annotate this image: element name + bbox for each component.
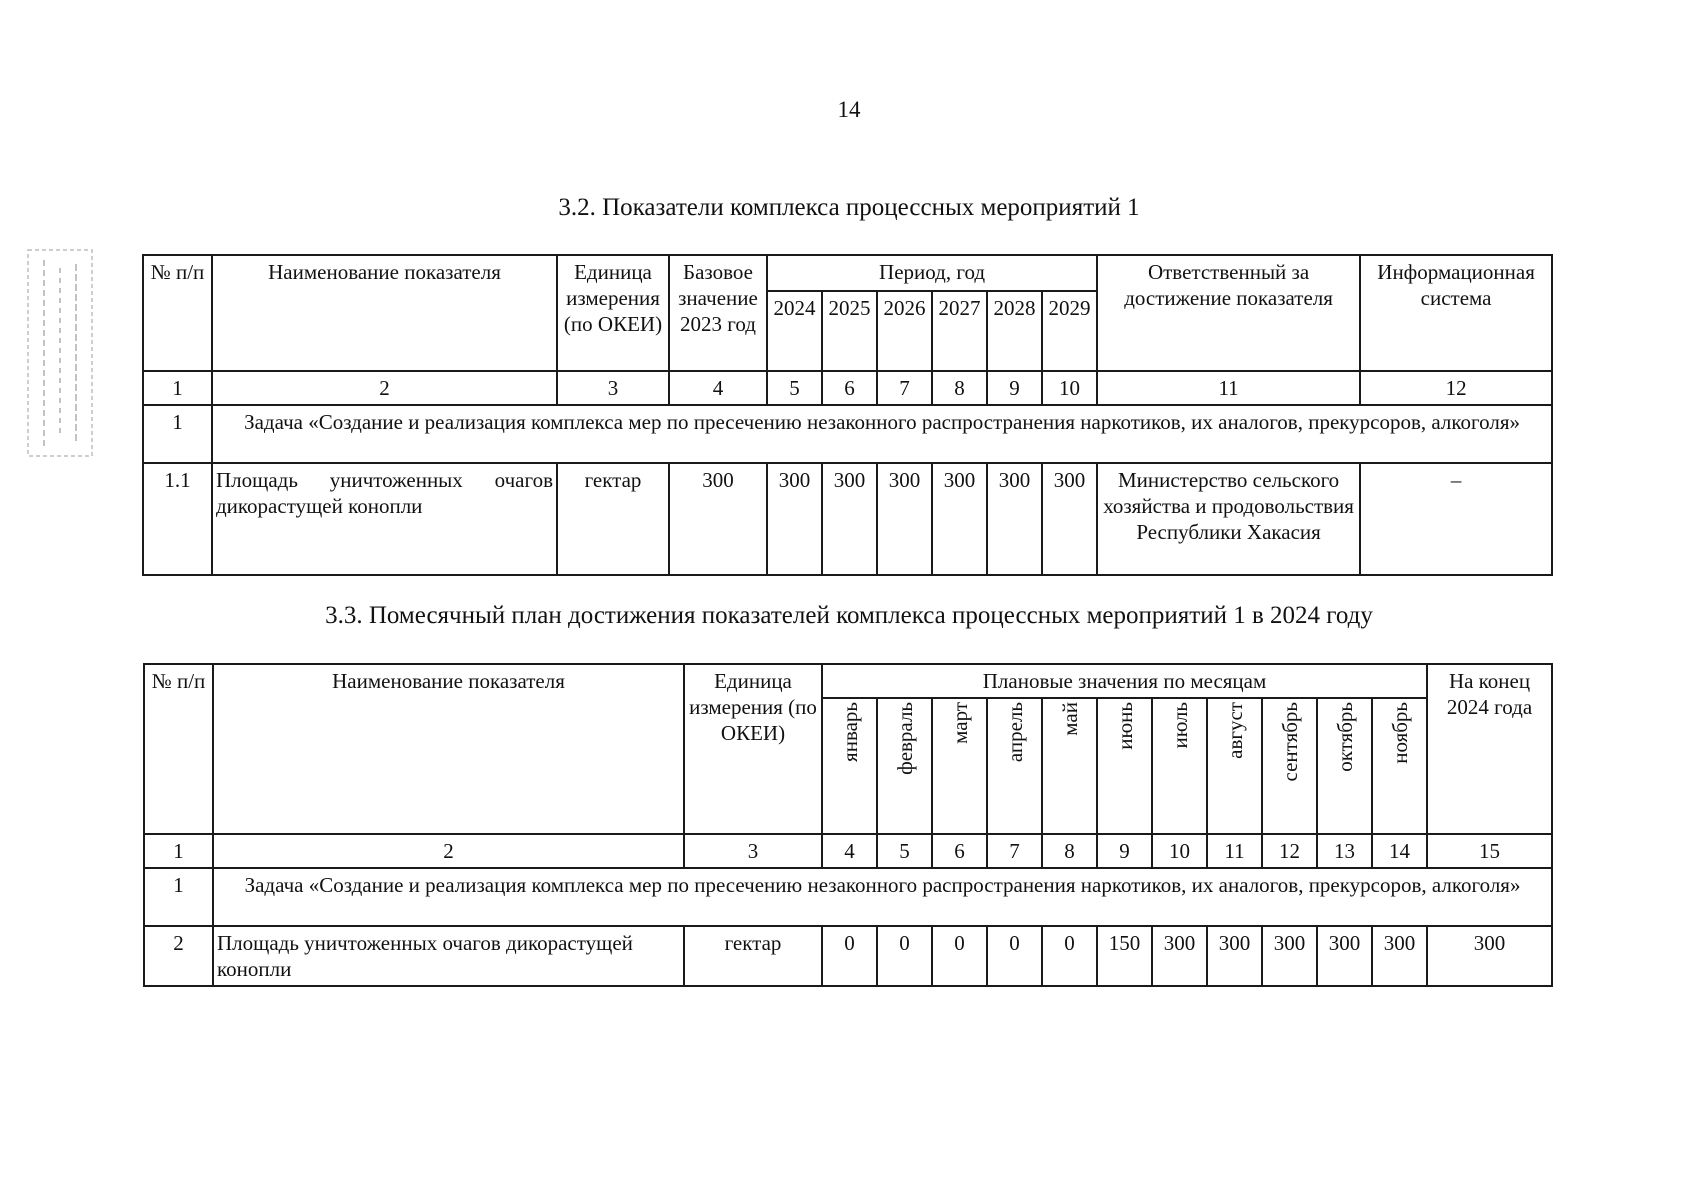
header-month: июль (1152, 698, 1207, 834)
year-value: 300 (932, 463, 987, 575)
header-month: январь (822, 698, 877, 834)
header-month: ноябрь (1372, 698, 1427, 834)
month-value: 150 (1097, 926, 1152, 986)
header-year: 2028 (987, 291, 1042, 371)
header-num: № п/п (144, 664, 213, 834)
header-name: Наименование показателя (212, 255, 557, 371)
header-year: 2027 (932, 291, 987, 371)
header-info-system: Информационная система (1360, 255, 1552, 371)
indicators-table (142, 254, 1553, 576)
task-text: Задача «Создание и реализация комплекса мер по пресечению незаконного распространения наркотиков, их аналогов, прекурсоров, алкоголя» (213, 868, 1552, 926)
header-month: октябрь (1317, 698, 1372, 834)
month-value: 0 (987, 926, 1042, 986)
header-month: сентябрь (1262, 698, 1317, 834)
header-month: март (932, 698, 987, 834)
page-number: 14 (837, 97, 861, 122)
header-year: 2029 (1042, 291, 1097, 371)
row-number: 1.1 (143, 463, 212, 575)
column-number: 7 (877, 371, 932, 405)
header-year: 2024 (767, 291, 822, 371)
column-number: 3 (557, 371, 669, 405)
indicator-name: Площадь уничтоженных очагов дикорастущей конопли (213, 926, 684, 986)
column-number: 6 (822, 371, 877, 405)
month-value: 300 (1152, 926, 1207, 986)
year-value: 300 (822, 463, 877, 575)
header-month: апрель (987, 698, 1042, 834)
year-value: 300 (1042, 463, 1097, 575)
column-number: 8 (1042, 834, 1097, 868)
column-number: 10 (1042, 371, 1097, 405)
column-number: 4 (669, 371, 767, 405)
header-unit: Единица измерения (по ОКЕИ) (684, 664, 822, 834)
header-year: 2025 (822, 291, 877, 371)
month-value: 0 (932, 926, 987, 986)
header-num: № п/п (143, 255, 212, 371)
base-value: 300 (669, 463, 767, 575)
column-number: 8 (932, 371, 987, 405)
header-month: февраль (877, 698, 932, 834)
header-name: Наименование показателя (213, 664, 684, 834)
column-number: 13 (1317, 834, 1372, 868)
task-text: Задача «Создание и реализация комплекса мер по пресечению незаконного распространения наркотиков, их аналогов, прекурсоров, алкоголя» (212, 405, 1552, 463)
column-number: 12 (1360, 371, 1552, 405)
month-value: 0 (877, 926, 932, 986)
row-number: 2 (144, 926, 213, 986)
column-number: 15 (1427, 834, 1552, 868)
header-unit: Единица измерения (по ОКЕИ) (557, 255, 669, 371)
header-base: Базовое значение 2023 год (669, 255, 767, 371)
month-value: 300 (1262, 926, 1317, 986)
task-number: 1 (144, 868, 213, 926)
registration-stamp (22, 248, 98, 458)
column-number: 11 (1097, 371, 1360, 405)
column-number: 1 (143, 371, 212, 405)
header-year: 2026 (877, 291, 932, 371)
monthly-plan-table (143, 663, 1553, 987)
column-number: 9 (1097, 834, 1152, 868)
indicator-name: Площадь уничтоженных очагов дикорастущей конопли (212, 463, 557, 575)
indicator-unit: гектар (684, 926, 822, 986)
year-value: 300 (987, 463, 1042, 575)
header-period: Период, год (767, 255, 1097, 291)
column-number: 12 (1262, 834, 1317, 868)
column-number: 6 (932, 834, 987, 868)
header-month: май (1042, 698, 1097, 834)
header-plan: Плановые значения по месяцам (822, 664, 1427, 698)
month-value: 300 (1317, 926, 1372, 986)
column-number: 2 (212, 371, 557, 405)
column-number: 9 (987, 371, 1042, 405)
section-32-title: 3.2. Показатели комплекса процессных мероприятий 1 (558, 194, 1140, 221)
responsible-org: Министерство сельского хозяйства и продовольствия Республики Хакасия (1097, 463, 1360, 575)
header-month: август (1207, 698, 1262, 834)
column-number: 10 (1152, 834, 1207, 868)
indicator-unit: гектар (557, 463, 669, 575)
column-number: 3 (684, 834, 822, 868)
month-value: 300 (1372, 926, 1427, 986)
month-value: 0 (822, 926, 877, 986)
column-number: 1 (144, 834, 213, 868)
column-number: 2 (213, 834, 684, 868)
month-value: 300 (1207, 926, 1262, 986)
column-number: 4 (822, 834, 877, 868)
column-number: 7 (987, 834, 1042, 868)
column-number: 14 (1372, 834, 1427, 868)
year-value: 300 (877, 463, 932, 575)
info-system-value: – (1360, 463, 1552, 575)
header-month: июнь (1097, 698, 1152, 834)
year-value: 300 (767, 463, 822, 575)
section-33-title: 3.3. Помесячный план достижения показателей комплекса процессных мероприятий 1 в 2024 году (325, 602, 1373, 629)
end-of-year-value: 300 (1427, 926, 1552, 986)
task-number: 1 (143, 405, 212, 463)
month-value: 0 (1042, 926, 1097, 986)
column-number: 11 (1207, 834, 1262, 868)
column-number: 5 (877, 834, 932, 868)
header-end-of-year: На конец 2024 года (1427, 664, 1552, 834)
column-number: 5 (767, 371, 822, 405)
header-responsible: Ответственный за достижение показателя (1097, 255, 1360, 371)
